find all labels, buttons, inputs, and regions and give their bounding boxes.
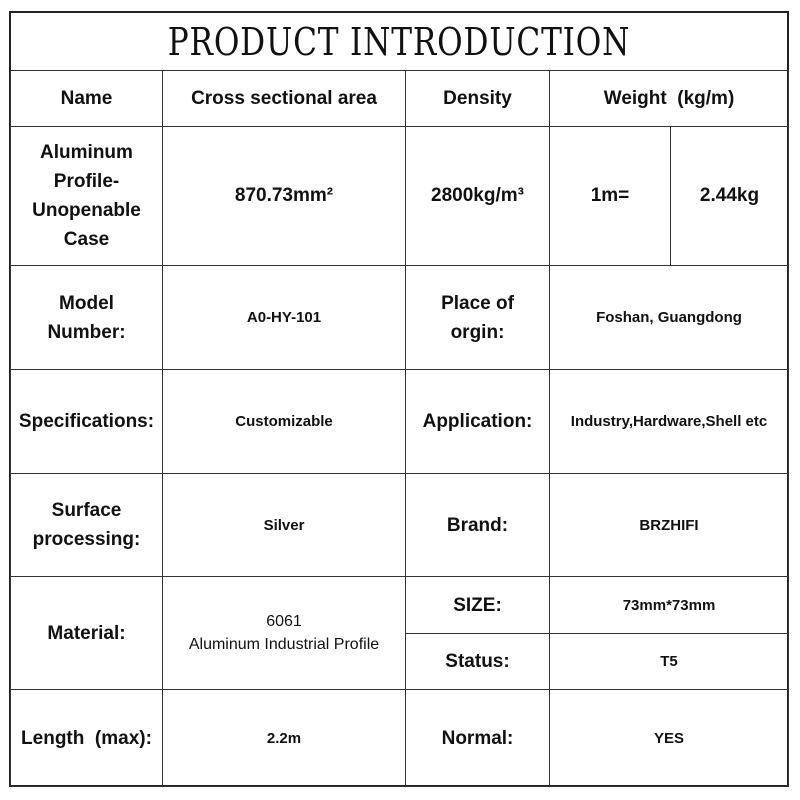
- material-size-row: [11, 577, 789, 634]
- brand-value: BRZHIFI: [550, 474, 789, 577]
- material-value-line: 6061: [266, 613, 302, 630]
- model-number-value: A0-HY-101: [163, 266, 406, 370]
- size-value: 73mm*73mm: [550, 577, 789, 634]
- place-of-origin-value: Foshan, Guangdong: [550, 266, 789, 370]
- surface-processing-value: Silver: [163, 474, 406, 577]
- normal-value: YES: [550, 690, 789, 787]
- header-row: [11, 71, 789, 127]
- product-introduction-sheet: [9, 11, 789, 787]
- surface-label-line: Surface: [51, 500, 122, 521]
- length-row: [11, 690, 789, 787]
- length-value: 2.2m: [163, 690, 406, 787]
- model-label-line: Model: [59, 292, 114, 314]
- status-value: T5: [550, 634, 789, 690]
- header-cross-section: Cross sectional area: [163, 71, 406, 127]
- origin-label-line: Place of: [441, 292, 514, 314]
- weight-value: 2.44kg: [671, 127, 789, 266]
- material-label: Material:: [11, 577, 163, 690]
- product-spec-table: [10, 70, 789, 787]
- product-name-line: Aluminum: [40, 142, 133, 163]
- model-row: [11, 266, 789, 370]
- product-name-line: Unopenable: [32, 200, 141, 221]
- product-row: [11, 127, 789, 266]
- material-value-line: Aluminum Industrial Profile: [188, 636, 380, 653]
- origin-label-line: orgin:: [450, 321, 505, 343]
- product-name-line: Case: [63, 229, 110, 250]
- specifications-value: Customizable: [163, 370, 406, 474]
- model-label-line: Number:: [47, 321, 126, 343]
- surface-label-line: processing:: [32, 529, 141, 550]
- page-title: PRODUCT INTRODUCTION: [167, 19, 631, 64]
- surface-row: [11, 474, 789, 577]
- cross-section-value: 870.73mm²: [163, 127, 406, 266]
- place-of-origin-label: [406, 266, 550, 370]
- product-name-cell: [11, 127, 163, 266]
- header-name: Name: [11, 71, 163, 127]
- status-label: Status:: [406, 634, 550, 690]
- application-value: Industry,Hardware,Shell etc: [550, 370, 789, 474]
- application-label: Application:: [406, 370, 550, 474]
- weight-unit: 1m=: [550, 127, 671, 266]
- model-number-label: [11, 266, 163, 370]
- brand-label: Brand:: [406, 474, 550, 577]
- specifications-label: Specifications:: [11, 370, 163, 474]
- density-value: 2800kg/m³: [406, 127, 550, 266]
- material-value: [163, 577, 406, 690]
- product-name-line: Profile-: [53, 171, 120, 192]
- length-label: Length (max):: [11, 690, 163, 787]
- normal-label: Normal:: [406, 690, 550, 787]
- header-weight: Weight (kg/m): [550, 71, 789, 127]
- size-label: SIZE:: [406, 577, 550, 634]
- specifications-row: [11, 370, 789, 474]
- header-density: Density: [406, 71, 550, 127]
- surface-processing-label: [11, 474, 163, 577]
